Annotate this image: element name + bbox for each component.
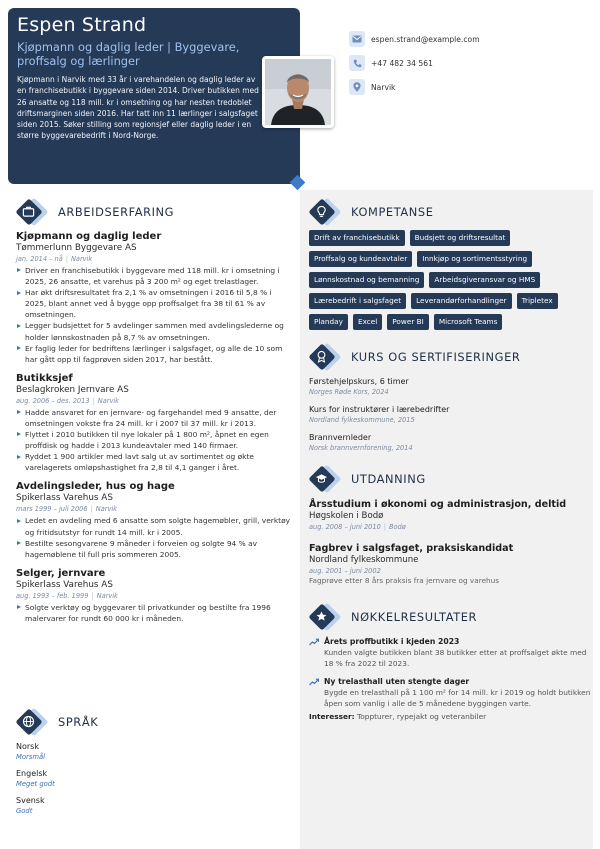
language-item (16, 741, 292, 762)
education-meta: aug. 2008 – juni 2010 | Bodø (309, 523, 406, 531)
skill-chip: Budsjett og driftsresultat (410, 230, 511, 246)
profile-summary: Kjøpmann i Narvik med 33 år i varehandelen og daglig leder av en franchisebutikk i byggevare siden 2014. Driver butikken med 26 ansatte og 118 mill. kr i omsetning og har nesten tredoblet driftsmarginen siden 2016. Har tatt inn 11 lærlinger i salgsfaget siden 2015. Søker stilling som regionsjef eller daglig leder i en større byggevarebedrift i Nord-Norge. (17, 75, 259, 141)
job-bullet: Hadde ansvaret for en jernvare- og fargehandel med 9 ansatte, der omsetningen vokste fra 24 mill. kr i 2007 til 37 mill. kr i 2013. (16, 407, 292, 429)
language-name: Engelsk (16, 769, 48, 778)
achievement-item (309, 636, 591, 669)
section-header-certs (309, 344, 520, 370)
achievement-description: Kunden valgte butikken blant 38 butikker etter at proffsalget økte med 18 % fra 2022 til 2023. (324, 648, 587, 668)
experience-section-icon (16, 199, 48, 225)
education-description: Fagprøve etter 8 års praksis fra jernvare og varehus (309, 576, 500, 585)
cert-org: Nordland fylkeskommune, 2015 (309, 416, 415, 424)
skill-chip: Planday (309, 314, 348, 330)
briefcase-icon (22, 205, 35, 218)
job-place: Narvik (70, 255, 93, 263)
phone-text: +47 482 34 561 (371, 58, 433, 68)
job-title: Butikksjef (16, 372, 73, 384)
language-level: Meget godt (16, 780, 55, 788)
job-title: Avdelingsleder, hus og hage (16, 481, 175, 493)
skill-chip: Arbeidsgiveransvar og HMS (429, 272, 540, 288)
job-bullets (16, 515, 292, 559)
achievements-section-icon (309, 604, 341, 630)
education-school: Nordland fylkeskommune (309, 555, 419, 565)
contact-location (349, 79, 480, 95)
section-title-achievements: NØKKELRESULTATER (351, 610, 478, 624)
language-item (16, 795, 292, 816)
job-bullet: Flyttet i 2010 butikken til nye lokaler på 1 800 m², åpnet en egen proffdisk og hadde i 2013 kundeavtaler med 140 firmaer. (16, 429, 292, 451)
achievement-description: Bygde en trelasthall på 1 100 m² for 14 mill. kr i 2019 og holdt butikken åpen som vanlig i alle de 5 månedene byggingen varte. (324, 688, 591, 708)
language-name: Svensk (16, 796, 45, 805)
section-title-languages: SPRÅK (58, 715, 99, 729)
skill-chip: Lønnskostnad og bemanning (309, 272, 424, 288)
achievement-title: Årets proffbutikk i kjeden 2023 (324, 637, 460, 646)
job-place: Narvik (95, 505, 118, 514)
section-header-achievements (309, 604, 477, 630)
job-entry (16, 230, 292, 365)
cert-org: Norges Røde Kors, 2024 (309, 388, 389, 396)
education-dates: aug. 2008 – juni 2010 (309, 523, 381, 531)
job-place: Narvik (96, 591, 118, 600)
email-text: espen.strand@example.com (371, 34, 480, 44)
phone-icon (349, 55, 365, 71)
job-company: Spikerlass Varehus AS (16, 579, 113, 590)
language-level: Godt (16, 807, 33, 815)
cert-item (309, 404, 589, 425)
cert-name: Førstehjelpskurs, 6 timer (309, 377, 409, 386)
job-dates: aug. 1993 – feb. 1999 (16, 591, 89, 600)
skill-chip: Innkjøp og sortimentsstyring (417, 251, 532, 267)
cert-name: Kurs for instruktører i lærebedrifter (309, 405, 450, 414)
job-bullet: Solgte verktøy og byggevarer til privatkunder og bestilte fra 1996 malervarer for rundt 60 000 kr i måneden. (16, 602, 292, 624)
job-meta: jan. 2014 – nå | Narvik (16, 255, 93, 263)
person-name: Espen Strand (17, 14, 147, 36)
trend-up-icon (309, 678, 319, 686)
person-title: Kjøpmann og daglig leder | Byggevare, proffsalg og lærlinger (17, 40, 240, 68)
language-level: Morsmål (16, 753, 46, 761)
job-bullets (16, 602, 292, 624)
job-bullet: Er faglig leder for bedriftens lærlinger i salgsfaget, og alle de 10 som har gått opp til fagprøven siden 2017, har bestått. (16, 343, 292, 365)
certs-list (309, 376, 589, 453)
job-bullet: Bestilte sesongvarene 9 måneder i forveien og solgte 94 % av hagemøblene til full pris sommeren 2005. (16, 538, 292, 560)
cert-item (309, 432, 589, 453)
globe-icon (22, 715, 35, 728)
job-company: Beslagkroken Jernvare AS (16, 384, 129, 395)
skill-chip: Proffsalg og kundeavtaler (309, 251, 412, 267)
achievement-title: Ny trelasthall uten stengte dager (324, 677, 470, 686)
section-header-education (309, 466, 426, 492)
education-section-icon (309, 466, 341, 492)
job-place: Narvik (97, 396, 120, 405)
education-place: Bodø (389, 523, 406, 531)
job-dates: jan. 2014 – nå (16, 255, 63, 263)
job-entry (16, 567, 292, 624)
skills-chips (309, 230, 591, 335)
skill-chip: Microsoft Teams (434, 314, 503, 330)
job-bullet: Ryddet 1 900 artikler med lavt salg ut av sortimentet og økte varelagerets omløpshastighet fra 2,8 til 4,1 ganger i året. (16, 451, 292, 473)
job-bullet: Ledet en avdeling med 6 ansatte som solgte hagemøbler, grill, verktøy og fritidsutstyr for rundt 14 mill. kr i 2005. (16, 515, 292, 537)
job-dates: aug. 2006 – des. 2013 (16, 396, 90, 405)
contact-phone[interactable] (349, 55, 480, 71)
section-header-skills (309, 199, 434, 225)
contact-list (349, 31, 480, 103)
job-meta: aug. 1993 – feb. 1999 | Narvik (16, 591, 118, 600)
header-panel (8, 8, 300, 184)
interests-line (309, 711, 591, 722)
education-degree: Årsstudium i økonomi og administrasjon, deltid (309, 499, 567, 510)
location-text: Narvik (371, 82, 396, 92)
job-bullets (16, 265, 292, 365)
interests-label: Interesser: (309, 712, 355, 721)
section-title-certs: KURS OG SERTIFISERINGER (351, 350, 521, 364)
education-degree: Fagbrev i salgsfaget, praksiskandidat (309, 543, 514, 554)
job-bullet: Driver en franchisebutikk i byggevare med 118 mill. kr i omsetning i 2025, 26 ansatte, et varehus på 3 200 m² og eget trelastlager. (16, 265, 292, 287)
education-school: Høgskolen i Bodø (309, 511, 384, 521)
languages-list (16, 741, 292, 816)
cert-org: Norsk brannvernforening, 2014 (309, 444, 413, 452)
skill-chip: Tripletex (517, 293, 558, 309)
award-icon (315, 350, 328, 363)
job-company: Spikerlass Varehus AS (16, 493, 113, 504)
languages-section-icon (16, 709, 48, 735)
education-list (309, 498, 591, 586)
education-item (309, 542, 591, 586)
certs-section-icon (309, 344, 341, 370)
section-header-experience (16, 199, 174, 225)
job-dates: mars 1999 – juli 2006 (16, 505, 88, 514)
cert-name: Brannvernleder (309, 433, 372, 442)
star-icon (315, 610, 328, 623)
job-bullet: Har økt driftsresultatet fra 2,1 % av omsetningen i 2016 til 5,8 % i 2025, blant annet ved å bygge opp proffsalget fra 38 til 61 % av omsetningen. (16, 287, 292, 320)
achievements-list (309, 636, 591, 722)
contact-email[interactable] (349, 31, 480, 47)
section-title-education: UTDANNING (351, 472, 426, 486)
job-meta: aug. 2006 – des. 2013 | Narvik (16, 396, 120, 405)
section-header-languages (16, 709, 98, 735)
language-name: Norsk (16, 742, 39, 751)
email-icon (349, 31, 365, 47)
skills-section-icon (309, 199, 341, 225)
cert-item (309, 376, 589, 397)
lightbulb-icon (315, 205, 328, 218)
section-title-experience: ARBEIDSERFARING (58, 205, 175, 219)
education-item (309, 498, 591, 532)
location-pin-icon (349, 79, 365, 95)
education-dates: aug. 2001 – juni 2002 (309, 567, 381, 575)
language-item (16, 768, 292, 789)
skill-chip: Excel (353, 314, 382, 330)
trend-up-icon (309, 638, 319, 646)
section-title-skills: KOMPETANSE (351, 205, 434, 219)
job-entry (16, 480, 292, 559)
job-title: Selger, jernvare (16, 567, 106, 579)
skill-chip: Drift av franchisebutikk (309, 230, 405, 246)
job-meta: mars 1999 – juli 2006 | Narvik (16, 505, 118, 514)
experience-list (16, 230, 292, 624)
job-bullet: Legger budsjettet for 5 avdelinger sammen med avdelingslederne og holder lønnskostnaden på 8,7 % av omsetningen. (16, 320, 292, 342)
job-entry (16, 372, 292, 474)
graduation-cap-icon (315, 472, 328, 485)
job-bullets (16, 407, 292, 474)
job-company: Tømmerlunn Byggevare AS (16, 243, 137, 253)
job-title: Kjøpmann og daglig leder (16, 231, 162, 242)
skill-chip: Leverandørforhandlinger (411, 293, 511, 309)
skill-chip: Lærebedrift i salgsfaget (309, 293, 406, 309)
profile-photo (262, 56, 334, 128)
achievement-item (309, 676, 591, 709)
interests-text: Toppturer, rypejakt og veteranbiler (356, 712, 487, 721)
skill-chip: Power BI (387, 314, 429, 330)
